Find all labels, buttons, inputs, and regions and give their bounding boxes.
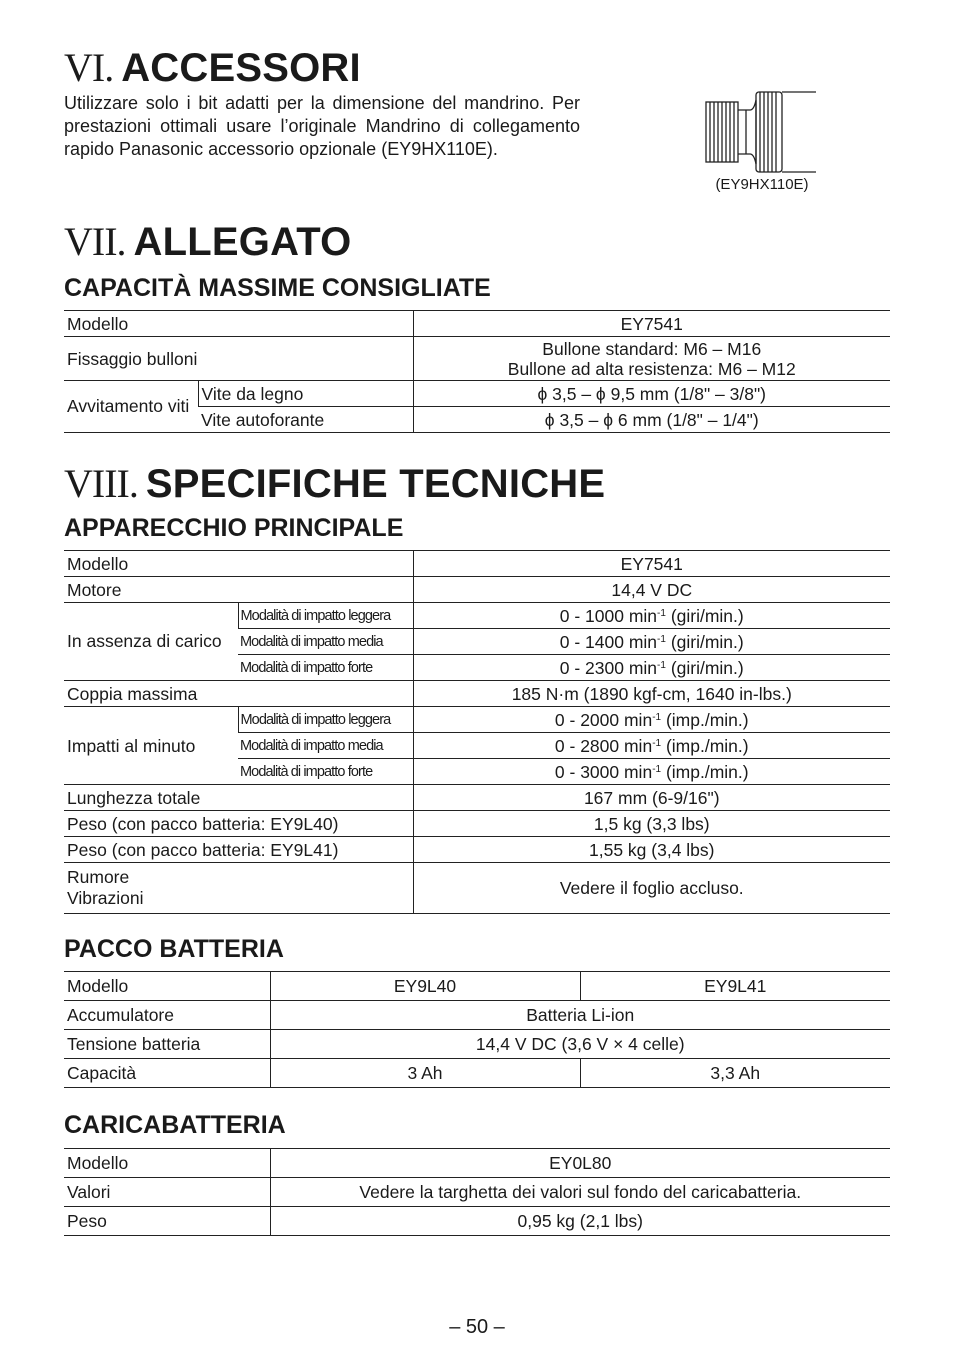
section-allegato-heading (64, 219, 352, 264)
cell-value: EY9L40 (270, 972, 580, 1001)
apparecchio-subtitle: APPARECCHIO PRINCIPALE (64, 514, 404, 542)
cell-value (413, 337, 890, 381)
table-row (64, 863, 890, 914)
cell-label: Capacità (64, 1059, 270, 1088)
table-row (64, 603, 890, 629)
table-row (64, 811, 890, 837)
cell-value: Batteria Li-ion (270, 1001, 890, 1030)
cell-value: Vedere la targhetta dei valori sul fondo del caricabatteria. (270, 1178, 890, 1207)
figure-caption: (EY9HX110E) (715, 176, 809, 193)
cell-mode: Modalità di impatto media (238, 733, 413, 759)
table-row (64, 707, 890, 733)
cell-value: EY0L80 (270, 1149, 890, 1178)
table-row (64, 837, 890, 863)
cell-value: 14,4 V DC (413, 577, 890, 603)
cell-label: Accumulatore (64, 1001, 270, 1030)
cell-mode: Modalità di impatto leggera (238, 603, 413, 629)
section-accessori-heading (64, 45, 361, 90)
cell-label (64, 863, 413, 914)
roman-numeral: VI. (64, 45, 114, 90)
specifiche-table (64, 550, 890, 914)
vibrazioni-label: Vibrazioni (67, 888, 144, 908)
cell-label: Modello (64, 1149, 270, 1178)
cell-value: 0 - 1400 $\min^{-1}$ (giri/min.) (413, 629, 890, 655)
cell-sublabel: Vite autoforante (198, 407, 413, 433)
cell-label: Avvitamento viti (64, 381, 198, 433)
table-row (64, 1030, 890, 1059)
cell-label: Peso (con pacco batteria: EY9L40) (64, 811, 413, 837)
cell-value: 0,95 kg (2,1 lbs) (270, 1207, 890, 1236)
roman-numeral: VII. (64, 219, 126, 264)
bulloni-standard: Bullone standard: M6 – M16 (542, 338, 762, 359)
table-row (64, 1207, 890, 1236)
cell-value: 3 Ah (270, 1059, 580, 1088)
section-title: SPECIFICHE TECNICHE (145, 462, 606, 506)
capacita-subtitle: CAPACITÀ MASSIME CONSIGLIATE (64, 274, 491, 302)
cell-label: Peso (con pacco batteria: EY9L41) (64, 837, 413, 863)
cell-value: 3,3 Ah (580, 1059, 890, 1088)
cell-value: ϕ 3,5 – ϕ 6 mm (1/8" – 1/4") (413, 407, 890, 433)
cell-label: Valori (64, 1178, 270, 1207)
cell-mode: Modalità di impatto media (238, 629, 413, 655)
cell-label: Lunghezza totale (64, 785, 413, 811)
cell-value: Vedere il foglio accluso. (413, 863, 890, 914)
table-row (64, 1178, 890, 1207)
cell-value: 14,4 V DC (3,6 V × 4 celle) (270, 1030, 890, 1059)
cell-sublabel: Vite da legno (198, 381, 413, 407)
section-title: ACCESSORI (121, 46, 361, 90)
cell-value: 0 - 1000 $\min^{-1}$ (giri/min.) (413, 603, 890, 629)
cell-value: ϕ 3,5 – ϕ 9,5 mm (1/8" – 3/8") (413, 381, 890, 407)
cell-value: 167 mm (6-9/16") (413, 785, 890, 811)
cell-value: 1,5 kg (3,3 lbs) (413, 811, 890, 837)
cell-mode: Modalità di impatto forte (238, 655, 413, 681)
batteria-subtitle: PACCO BATTERIA (64, 935, 284, 963)
cell-label: Modello (64, 972, 270, 1001)
batteria-table (64, 971, 890, 1088)
table-row (64, 311, 890, 337)
section-specifiche-heading (64, 461, 606, 506)
table-row (64, 337, 890, 381)
cell-label: Coppia massima (64, 681, 413, 707)
caricabatteria-subtitle: CARICABATTERIA (64, 1111, 286, 1139)
cell-label: Motore (64, 577, 413, 603)
cell-value: 0 - 2300 $\min^{-1}$ (giri/min.) (413, 655, 890, 681)
rumore-label: Rumore (67, 867, 130, 887)
caricabatteria-table (64, 1148, 890, 1236)
cell-value: 1,55 kg (3,4 lbs) (413, 837, 890, 863)
roman-numeral: VIII. (64, 461, 138, 506)
cell-value: 0 - 2000 $\min^{-1} (imp./\min.)$ (413, 707, 890, 733)
section-title: ALLEGATO (133, 220, 352, 264)
bulloni-alta: Bullone ad alta resistenza: M6 – M12 (507, 358, 796, 379)
table-row (64, 1149, 890, 1178)
table-row (64, 972, 890, 1001)
table-row (64, 381, 890, 407)
cell-value: 0 - 2800 $\min^{-1} (imp./\min.)$ (413, 733, 890, 759)
table-row (64, 785, 890, 811)
table-row (64, 551, 890, 577)
cell-label: Modello (64, 551, 413, 577)
cell-label: In assenza di carico (64, 603, 238, 681)
cell-value: EY9L41 (580, 972, 890, 1001)
cell-label: Tensione batteria (64, 1030, 270, 1059)
cell-value: EY7541 (413, 311, 890, 337)
table-row (64, 681, 890, 707)
cell-label: Peso (64, 1207, 270, 1236)
page-number: – 50 – (449, 1316, 505, 1338)
table-row (64, 1001, 890, 1030)
cell-label: Fissaggio bulloni (64, 337, 413, 381)
cell-mode: Modalità di impatto leggera (238, 707, 413, 733)
cell-label: Impatti al minuto (64, 707, 238, 785)
accessori-text: Utilizzare solo i bit adatti per la dimensione del mandrino. Per prestazioni ottimali usare l’originale Mandrino di collegamento rapido Panasonic accessorio opzionale (EY9HX110E). (64, 93, 580, 159)
table-row (64, 1059, 890, 1088)
capacita-table (64, 310, 890, 433)
table-row (64, 577, 890, 603)
cell-value: 185 N·m (1890 kgf-cm, 1640 in-lbs.) (413, 681, 890, 707)
cell-mode: Modalità di impatto forte (238, 759, 413, 785)
cell-label: Modello (64, 311, 413, 337)
cell-value: EY7541 (413, 551, 890, 577)
cell-value: 0 - 3000 $\min^{-1} (imp./\min.)$ (413, 759, 890, 785)
